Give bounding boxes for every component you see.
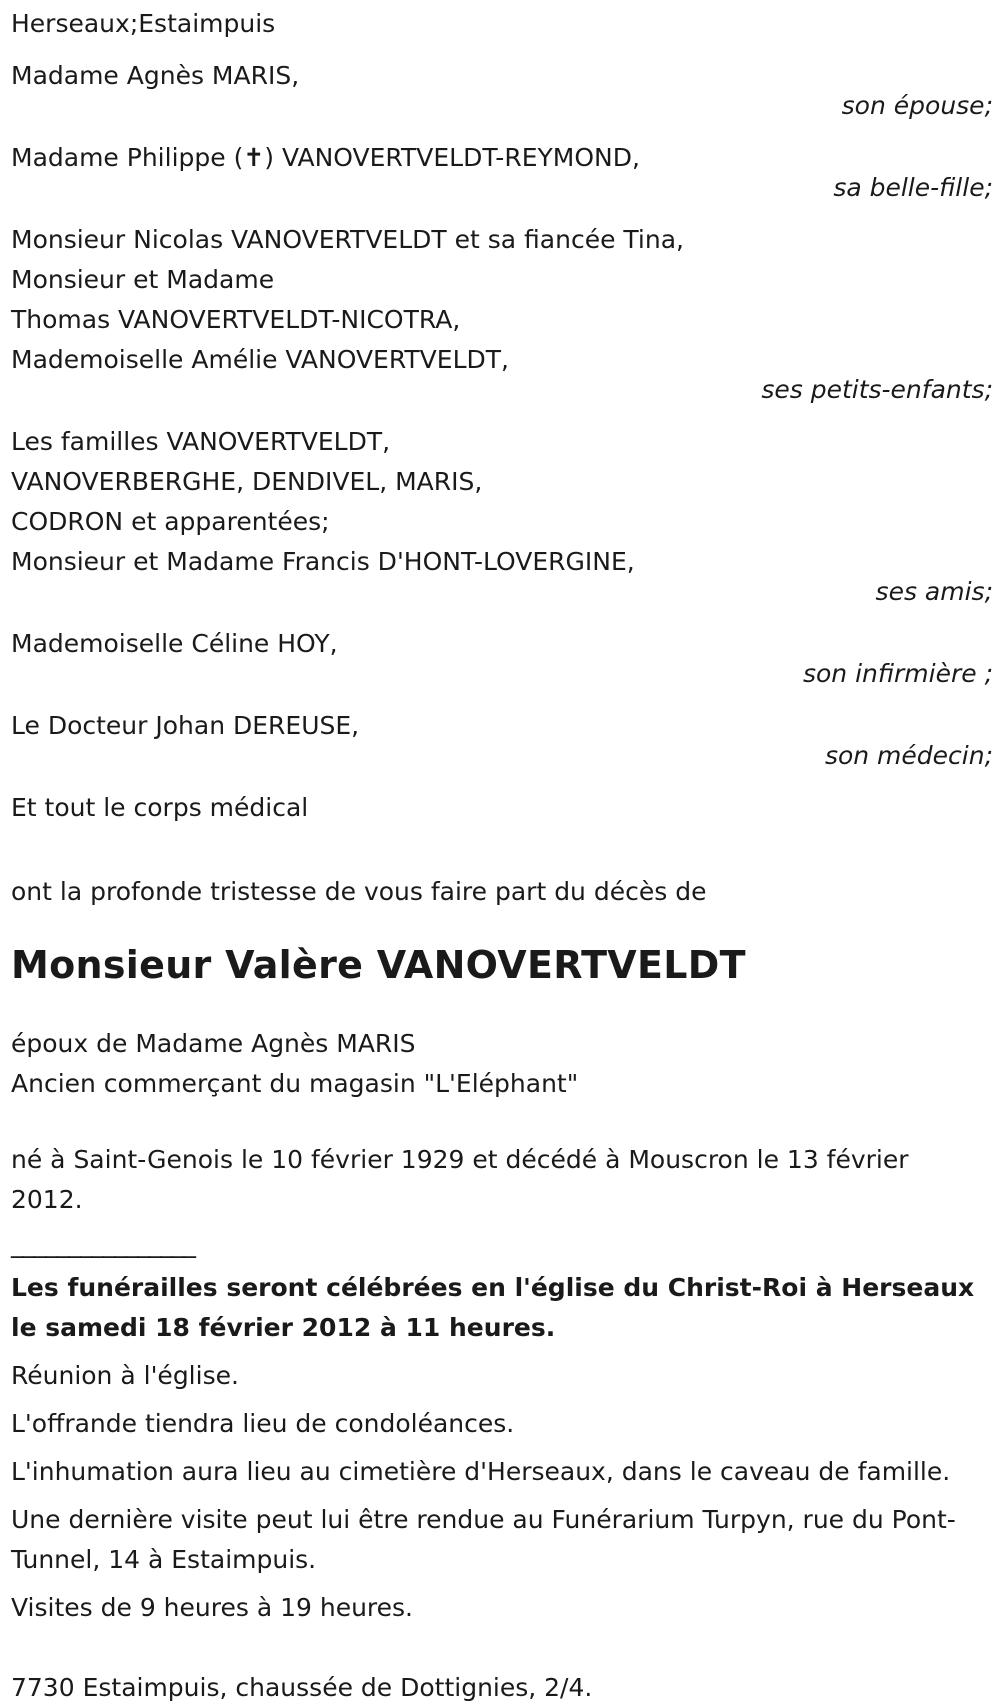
visit-hours-text: Visites de 9 heures à 19 heures.: [11, 1593, 414, 1622]
occupation-text: Ancien commerçant du magasin "L'Eléphant": [11, 1069, 579, 1098]
mourner-line: Madame Philippe (✝) VANOVERTVELDT-REYMOND,: [11, 143, 640, 172]
mourner-line: Mademoiselle Céline HOY,: [11, 629, 338, 658]
relation-label: son médecin;: [824, 741, 993, 770]
burial-text: L'inhumation aura lieu au cimetière d'Herseaux, dans le caveau de famille.: [11, 1457, 951, 1486]
mourner-line: Monsieur et Madame: [11, 265, 275, 294]
relation-label: ses amis;: [875, 577, 993, 606]
mourner-line: Monsieur Nicolas VANOVERTVELDT et sa fiancée Tina,: [11, 225, 684, 254]
address-text: 7730 Estaimpuis, chaussée de Dottignies, 2/4.: [11, 1673, 593, 1702]
mourner-line: Et tout le corps médical: [11, 793, 309, 822]
mourner-line: Le Docteur Johan DEREUSE,: [11, 711, 360, 740]
mourner-line: Mademoiselle Amélie VANOVERTVELDT,: [11, 345, 509, 374]
header-place: Herseaux;Estaimpuis: [11, 9, 276, 38]
relation-label: son infirmière ;: [802, 659, 993, 688]
mourner-line: CODRON et apparentées;: [11, 507, 330, 536]
spouse-text: époux de Madame Agnès MARIS: [11, 1029, 416, 1058]
mourner-line: Madame Agnès MARIS,: [11, 61, 300, 90]
funeral-ceremony-text: Les funérailles seront célébrées en l'église du Christ-Roi à Herseaux le samedi 18 février 2012 à 11 heures.: [11, 1273, 975, 1342]
birth-death-text: né à Saint-Genois le 10 février 1929 et décédé à Mouscron le 13 février 2012.: [11, 1145, 909, 1214]
announcement-text: ont la profonde tristesse de vous faire part du décès de: [11, 877, 707, 906]
meeting-text: Réunion à l'église.: [11, 1361, 239, 1390]
relation-label: sa belle-fille;: [833, 173, 993, 202]
mourner-line: Monsieur et Madame Francis D'HONT-LOVERGINE,: [11, 547, 635, 576]
relation-label: ses petits-enfants;: [761, 375, 993, 404]
mourner-line: VANOVERBERGHE, DENDIVEL, MARIS,: [11, 467, 483, 496]
visit-text: Une dernière visite peut lui être rendue au Funérarium Turpyn, rue du Pont-Tunnel, 14 à Estaimpuis.: [11, 1505, 956, 1574]
deceased-name: Monsieur Valère VANOVERTVELDT: [11, 943, 746, 987]
relation-label: son épouse;: [841, 91, 993, 120]
mourner-line: Thomas VANOVERTVELDT-NICOTRA,: [11, 305, 461, 334]
separator-line: ________________: [11, 1229, 195, 1258]
mourner-line: Les familles VANOVERTVELDT,: [11, 427, 391, 456]
obituary-notice: [11, 4, 991, 1708]
offering-text: L'offrande tiendra lieu de condoléances.: [11, 1409, 515, 1438]
